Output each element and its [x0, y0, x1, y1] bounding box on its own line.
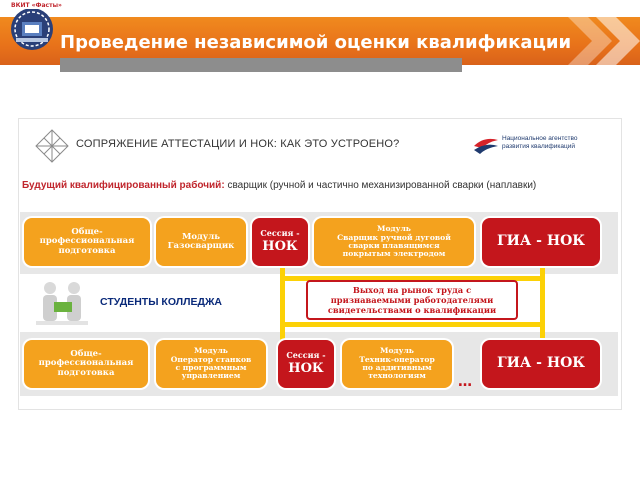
people-puzzle-icon: [34, 280, 94, 330]
agency-logo-icon: [472, 134, 500, 156]
subtitle: Будущий квалифицированный рабочий: сварщик (ручной и частично механизированной сварки (наплавки): [22, 180, 537, 191]
row2-gia-nok: ГИА - НОК: [482, 340, 600, 388]
slide-title: СОПРЯЖЕНИЕ АТТЕСТАЦИИ И НОК: КАК ЭТО УСТРОЕНО?: [76, 138, 400, 150]
agency-name: Национальное агентство развития квалификаций: [502, 135, 578, 150]
row2-session-nok: Сессия - НОК: [278, 340, 334, 388]
row2-general-training: Обще- профессиональная подготовка: [24, 340, 148, 388]
row1-module-arc-welder: Модуль Сварщик ручной дуговой сварки плавящимся покрытым электродом: [314, 218, 474, 266]
row1-gia-nok: ГИА - НОК: [482, 218, 600, 266]
row1-session-nok: Сессия - НОК: [252, 218, 308, 266]
row1-module-gas-welder: Модуль Газосварщик: [156, 218, 246, 266]
labor-market-exit-box: Выход на рынок труда с признаваемыми работодателями свидетельствами о квалификации: [306, 280, 518, 320]
diamond-lines-icon: [34, 128, 70, 164]
page-title: Проведение независимой оценки квалификации: [60, 32, 572, 53]
logo-text: ВКИТ «Фасты»: [11, 2, 62, 9]
row2-module-cnc-operator: Модуль Оператор станков с программным управлением: [156, 340, 266, 388]
students-label: СТУДЕНТЫ КОЛЛЕДЖА: [100, 296, 223, 308]
ellipsis: …: [458, 374, 472, 390]
connector-bottom: [280, 322, 545, 327]
row1-general-training: Обще- профессиональная подготовка: [24, 218, 150, 266]
chevron-arrows-icon: [562, 17, 640, 65]
row2-module-additive-tech: Модуль Техник-оператор по аддитивным технологиям: [342, 340, 452, 388]
college-logo-icon: [6, 2, 58, 52]
